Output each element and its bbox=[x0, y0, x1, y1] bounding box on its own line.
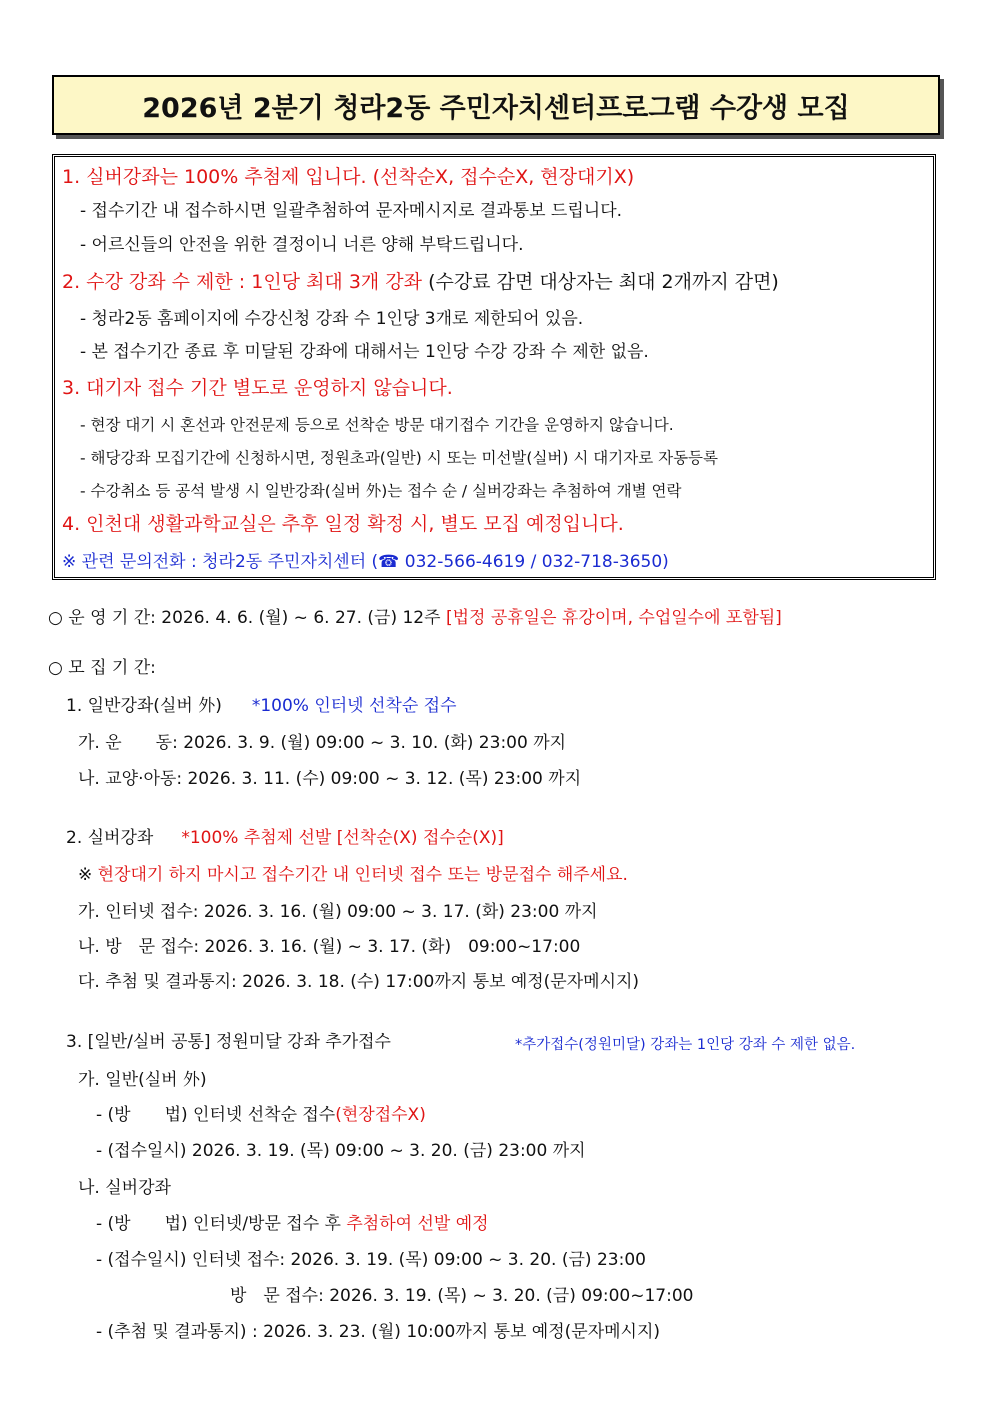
silver-course-warning-text: 현장대기 하지 마시고 접수기간 내 인터넷 접수 또는 방문접수 해주세요. bbox=[97, 865, 628, 885]
extra-silver-method-note: 추첨하여 선발 예정 bbox=[346, 1214, 489, 1234]
extra-general-method bbox=[96, 1103, 426, 1127]
notice-item-3: 3. 대기자 접수 기간 별도로 운영하지 않습니다. bbox=[62, 377, 453, 399]
notice-item-3-sub-1: - 현장 대기 시 혼선과 안전문제 등으로 선착순 방문 대기접수 기간을 운영하지 않습니다. bbox=[80, 416, 674, 434]
general-course-title: 1. 일반강좌(실버 外) bbox=[66, 696, 222, 716]
general-course-culture: 나. 교양·아동: 2026. 3. 11. (수) 09:00 ~ 3. 12. (목) 23:00 까지 bbox=[78, 769, 582, 789]
page-title: 2026년 2분기 청라2동 주민자치센터프로그램 수강생 모집 bbox=[142, 92, 850, 124]
silver-course-heading bbox=[66, 826, 504, 850]
operation-period-note: [법정 공휴일은 휴강이며, 수업일수에 포함됨] bbox=[445, 608, 782, 628]
notice-item-3-sub-2: - 해당강좌 모집기간에 신청하시면, 정원초과(일반) 시 또는 미선발(실버) 시 대기자로 자동등록 bbox=[80, 449, 718, 467]
extra-general-date: - (접수일시) 2026. 3. 19. (목) 09:00 ~ 3. 20. (금) 23:00 까지 bbox=[96, 1141, 586, 1161]
notice-item-1: 1. 실버강좌는 100% 추첨제 입니다. (선착순X, 접수순X, 현장대기X) bbox=[62, 166, 635, 188]
extra-general-method-text: - (방 법) 인터넷 선착순 접수 bbox=[96, 1105, 336, 1125]
extra-general-method-note: (현장접수X) bbox=[335, 1105, 426, 1125]
notice-item-2-limit: 2. 수강 강좌 수 제한 : 1인당 최대 3개 강좌 bbox=[62, 271, 423, 293]
notice-contact: ※ 관련 문의전화 : 청라2동 주민자치센터 (☎ 032-566-4619 / 032-718-3650) bbox=[62, 552, 669, 572]
title-banner bbox=[52, 75, 940, 135]
general-course-heading bbox=[66, 694, 457, 718]
extra-silver-result: - (추첨 및 결과통지) : 2026. 3. 23. (월) 10:00까지 통보 예정(문자메시지) bbox=[96, 1322, 661, 1342]
notice-item-3-sub-3: - 수강취소 등 공석 발생 시 일반강좌(실버 外)는 접수 순 / 실버강좌는 추첨하여 개별 연락 bbox=[80, 482, 682, 500]
extra-silver-method bbox=[96, 1212, 489, 1236]
notice-item-2-sub-1: - 청라2동 홈페이지에 수강신청 강좌 수 1인당 3개로 제한되어 있음. bbox=[80, 309, 584, 329]
notice-item-2-sub-2: - 본 접수기간 종료 후 미달된 강좌에 대해서는 1인당 수강 강좌 수 제한 없음. bbox=[80, 342, 649, 362]
extra-silver-date-online: - (접수일시) 인터넷 접수: 2026. 3. 19. (목) 09:00 ~ 3. 20. (금) 23:00 bbox=[96, 1250, 646, 1270]
notice-item-4: 4. 인천대 생활과학교실은 추후 일정 확정 시, 별도 모집 예정입니다. bbox=[62, 513, 624, 535]
notice-item-1-sub-2: - 어르신들의 안전을 위한 결정이니 너른 양해 부탁드립니다. bbox=[80, 235, 524, 255]
recruit-period-label: ○ 모 집 기 간: bbox=[48, 658, 156, 678]
silver-course-title: 2. 실버강좌 bbox=[66, 828, 154, 848]
extra-general-title: 가. 일반(실버 外) bbox=[78, 1070, 207, 1090]
extra-heading: 3. [일반/실버 공통] 정원미달 강좌 추가접수 bbox=[66, 1032, 391, 1052]
operation-period bbox=[48, 606, 782, 630]
extra-silver-title: 나. 실버강좌 bbox=[78, 1178, 171, 1198]
silver-course-note: *100% 추첨제 선발 [선착순(X) 접수순(X)] bbox=[181, 828, 504, 848]
silver-course-visit: 나. 방 문 접수: 2026. 3. 16. (월) ~ 3. 17. (화) 09:00~17:00 bbox=[78, 937, 581, 957]
extra-note: *추가접수(정원미달) 강좌는 1인당 강좌 수 제한 없음. bbox=[515, 1037, 856, 1053]
silver-course-warning bbox=[78, 863, 628, 887]
silver-course-online: 가. 인터넷 접수: 2026. 3. 16. (월) 09:00 ~ 3. 17. (화) 23:00 까지 bbox=[78, 902, 598, 922]
notice-item-1-sub-1: - 접수기간 내 접수하시면 일괄추첨하여 문자메시지로 결과통보 드립니다. bbox=[80, 201, 623, 221]
extra-silver-date-visit: 방 문 접수: 2026. 3. 19. (목) ~ 3. 20. (금) 09:00~17:00 bbox=[230, 1286, 694, 1306]
general-course-note: *100% 인터넷 선착순 접수 bbox=[251, 696, 457, 716]
notice-item-2-note: (수강료 감면 대상자는 최대 2개까지 감면) bbox=[422, 271, 779, 293]
general-course-sports: 가. 운 동: 2026. 3. 9. (월) 09:00 ~ 3. 10. (화) 23:00 까지 bbox=[78, 733, 567, 753]
operation-period-label: ○ 운 영 기 간: 2026. 4. 6. (월) ~ 6. 27. (금) 12주 bbox=[48, 608, 446, 628]
silver-course-result: 다. 추첨 및 결과통지: 2026. 3. 18. (수) 17:00까지 통보 예정(문자메시지) bbox=[78, 972, 640, 992]
notice-item-2 bbox=[62, 270, 779, 294]
extra-silver-method-text: - (방 법) 인터넷/방문 접수 후 bbox=[96, 1214, 347, 1234]
silver-course-warning-mark: ※ bbox=[78, 865, 98, 885]
